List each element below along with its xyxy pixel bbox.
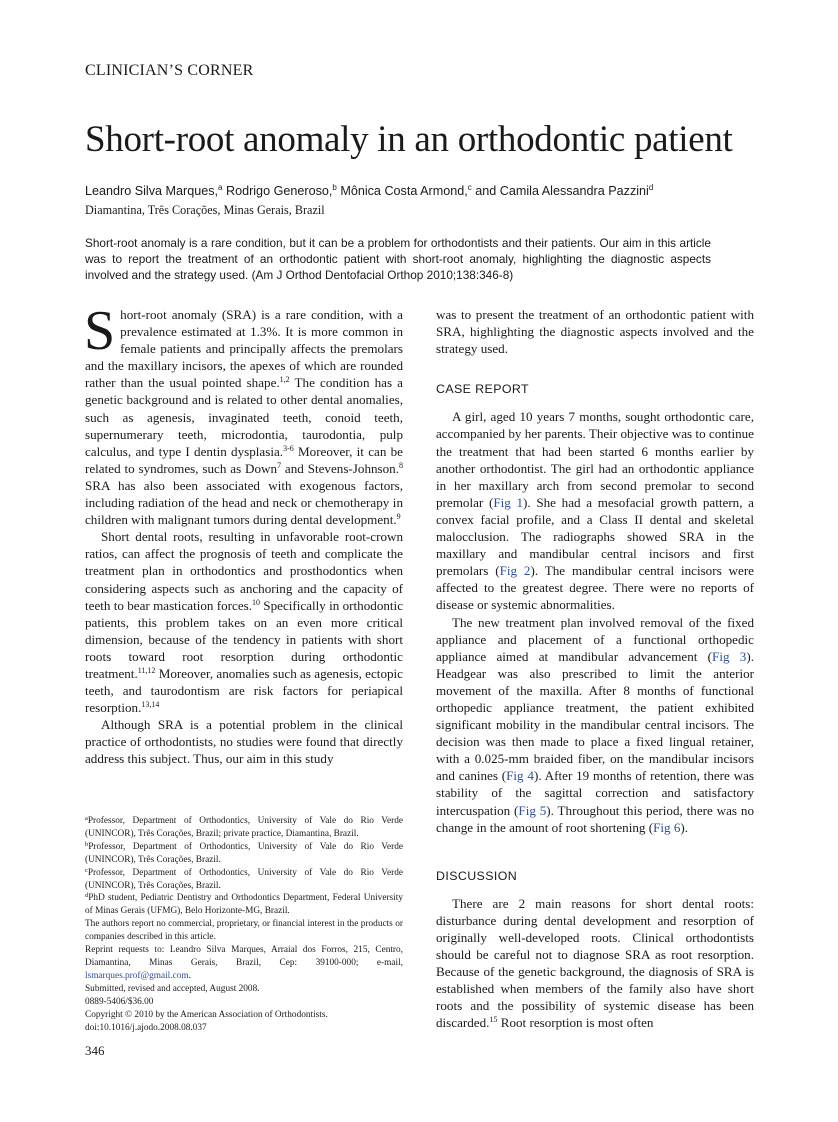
author-location: Diamantina, Três Corações, Minas Gerais, Brazil: [85, 203, 325, 217]
author-name: and Camila Alessandra Pazzini: [471, 184, 649, 198]
text-run: Specifically in orthodontic patients, this problem takes on an even more critical dimension, because of the tendency in patients with short roots toward root resorption during orthodontic treatment.: [85, 597, 403, 681]
figure-reference-link[interactable]: Fig 1: [493, 494, 524, 510]
affiliation-note: [85, 892, 403, 918]
disclosure-note: The authors report no commercial, proprietary, or financial interest in the products or companies described in this article.: [85, 919, 403, 943]
text-run: ). The mandibular central incisors were affected to the greatest degree. There were no reports of disease or systemic abnormalities.: [436, 563, 754, 613]
submitted-note: Submitted, revised and accepted, August 2008.: [85, 983, 260, 994]
email-link[interactable]: lsmarques.prof@gmail.com: [85, 970, 189, 981]
citation-superscript[interactable]: 13,14: [141, 700, 160, 710]
text-run: hort-root anomaly (SRA) is a rare condition, with a prevalence estimated at 1.3%. It is more common in female patients and principally affects the premolars and the maxillary incisors, the apexes of which are rounded rather than the usual pointed shape.: [85, 307, 403, 391]
doi-note: doi:10.1016/j.ajodo.2008.08.037: [85, 1022, 207, 1033]
text-run: Although SRA is a potential problem in the clinical practice of orthodontists, no studies were found that directly address this subject. Thus, our aim in this study: [85, 717, 403, 767]
author-name: Rodrigo Generoso,: [222, 184, 333, 198]
figure-reference-link[interactable]: Fig 4: [506, 768, 534, 784]
text-run: ). Headgear was also prescribed to limit the anterior movement of the maxilla. After 8 months of functional orthopedic appliance treatment, the patient exhibited significant mobility in the mandibular central incisors. The decision was then made to place a fixed lingual retainer, with a 0.025-mm braided fiber, on the mandibular incisors and canines (: [436, 648, 754, 784]
page-number: 346: [85, 1043, 105, 1058]
right-column: [436, 306, 754, 1032]
text-run: Moreover, it can be related to syndromes, such as Down: [85, 443, 403, 476]
section-label: CLINICIAN’S CORNER: [85, 62, 254, 79]
left-column: [84, 300, 403, 768]
citation-superscript[interactable]: 3-6: [283, 443, 294, 453]
citation-superscript[interactable]: 9: [396, 512, 401, 522]
drop-cap: S: [84, 300, 116, 362]
abstract: Short-root anomaly is a rare condition, but it can be a problem for orthodontists and their patients. Our aim in this article was to report the treatment of an orthodontic patient with short-root anomaly, highlighting the diagnostic aspects involved and the strategy used. (Am J Orthod Dentofacial Orthop 2010;138:346-8): [85, 236, 711, 282]
text-run: ). She had a mesofacial growth pattern, a convex facial profile, and a Class II dental and skeletal malocclusion. The radiographs showed SRA in the maxillary and mandibular central incisors and first premolars (: [436, 494, 754, 579]
text-run: The new treatment plan involved removal of the fixed appliance and placement of a functional orthopedic appliance aimed at mandibular advancement (: [436, 614, 754, 664]
author-list: [85, 184, 653, 198]
figure-reference-link[interactable]: Fig 5: [518, 802, 547, 818]
affiliation-text: PhD student, Pediatric Dentistry and Orthodontics Department, Federal University of Minas Gerais (UFMG), Belo Horizonte-MG, Brazil.: [85, 893, 403, 917]
text-run: Root resorption is most often: [497, 1015, 654, 1031]
text-run: Moreover, anomalies such as agenesis, ectopic teeth, and taurodontism are risk factors for periapical resorption.: [85, 665, 403, 716]
copyright-note: Copyright © 2010 by the American Association of Orthodontists.: [85, 1009, 328, 1020]
affiliation-mark: a: [85, 815, 88, 822]
author-name: Leandro Silva Marques,: [85, 184, 219, 198]
text-run: ).: [680, 819, 689, 835]
citation-superscript[interactable]: 15: [489, 1015, 498, 1025]
article-title: Short-root anomaly in an orthodontic patient: [85, 119, 733, 160]
case-report-paragraph-2: [436, 614, 754, 836]
text-run: was to present the treatment of an orthodontic patient with SRA, highlighting the diagnostic aspects involved and the strategy used.: [436, 307, 754, 357]
text-run: There are 2 main reasons for short dental roots: disturbance during dental development and resorption of originally well-developed roots. Clinical orthodontists should be careful not to diagnose SRA as root resorption. Because of the genetic background, the diagnosis of SRA is established when members of the family also have short roots and the possibility of systemic disease has been discarded.: [436, 895, 754, 1031]
author-name: Mônica Costa Armond,: [336, 184, 468, 198]
text-run: ). Throughout this period, there was no change in the amount of root shortening (: [436, 802, 754, 835]
intro-paragraph-2: [85, 528, 403, 716]
affiliation-text: Professor, Department of Orthodontics, University of Vale do Rio Verde (UNINCOR), Três Corações, Brazil.: [85, 841, 403, 865]
intro-paragraph-3-continued: [436, 306, 754, 357]
footnotes: [85, 815, 403, 1034]
discussion-paragraph-1: [436, 895, 754, 1032]
citation-superscript[interactable]: 10: [252, 597, 260, 607]
intro-paragraph-3: [85, 716, 403, 767]
text-run: and Stevens-Johnson.: [281, 460, 399, 476]
text-run: SRA has also been associated with exogenous factors, including radiation of the head and neck or chemotherapy in children with malignant tumors during dental development.: [85, 477, 403, 528]
reprint-end: .: [188, 970, 191, 981]
intro-paragraph-1: [84, 300, 403, 528]
affiliation-text: Professor, Department of Orthodontics, University of Vale do Rio Verde (UNINCOR), Três Corações, Brazil.: [85, 867, 403, 891]
issn-note: 0889-5406/$36.00: [85, 996, 154, 1007]
reprint-note: [85, 944, 403, 983]
author-affiliation-mark: c: [467, 183, 472, 192]
citation-superscript[interactable]: 1,2: [279, 375, 290, 385]
affiliation-mark: b: [85, 840, 89, 848]
citation-superscript[interactable]: 8: [399, 460, 403, 470]
reprint-text: Reprint requests to: Leandro Silva Marques, Arraial dos Forros, 215, Centro, Diamantina, Minas Gerais, Brazil, Cep: 39100-000; e-mail,: [85, 945, 403, 968]
affiliation-mark: d: [85, 892, 89, 900]
text-run: ). After 19 months of retention, there was stability of the sagittal correction and satisfactory intercuspation (: [436, 768, 755, 818]
discussion-heading: DISCUSSION: [436, 868, 518, 883]
text-run: Short dental roots, resulting in unfavorable root-crown ratios, can affect the prognosis of teeth and complicate the treatment plan in orthodontics and prosthodontics when considering aspects such as anchoring and the capacity of teeth to bear mastication forces.: [85, 529, 403, 613]
citation-superscript[interactable]: 11,12: [137, 665, 156, 675]
text-run: The condition has a genetic background and is related to other dental anomalies, such as agenesis, invaginated teeth, conoid teeth, supernumerary teeth, microdontia, taurodontia, pulp calculus, and type I dentin dysplasia.: [85, 375, 403, 459]
figure-reference-link[interactable]: Fig 3: [712, 648, 747, 664]
author-affiliation-mark: b: [332, 183, 337, 192]
figure-reference-link[interactable]: Fig 6: [653, 819, 681, 835]
case-report-heading: CASE REPORT: [436, 382, 529, 397]
affiliation-mark: c: [85, 866, 88, 874]
affiliation-note: [85, 841, 403, 867]
figure-reference-link[interactable]: Fig 2: [499, 563, 531, 579]
case-report-paragraph-1: [436, 408, 754, 613]
author-affiliation-mark: a: [218, 183, 223, 192]
affiliation-note: [85, 815, 403, 841]
author-affiliation-mark: d: [648, 183, 654, 192]
affiliation-text: Professor, Department of Orthodontics, University of Vale do Rio Verde (UNINCOR), Três Corações, Brazil; private practice, Diamantina, Brazil.: [85, 816, 403, 839]
text-run: A girl, aged 10 years 7 months, sought orthodontic care, accompanied by her parents. Their objective was to continue the treatment that had been started 6 months earlier by another orthodontist. The girl had an orthodontic appliance in her maxillary arch from second premolar to second premolar (: [436, 409, 754, 510]
affiliation-note: [85, 867, 403, 893]
citation-superscript[interactable]: 7: [277, 460, 282, 470]
